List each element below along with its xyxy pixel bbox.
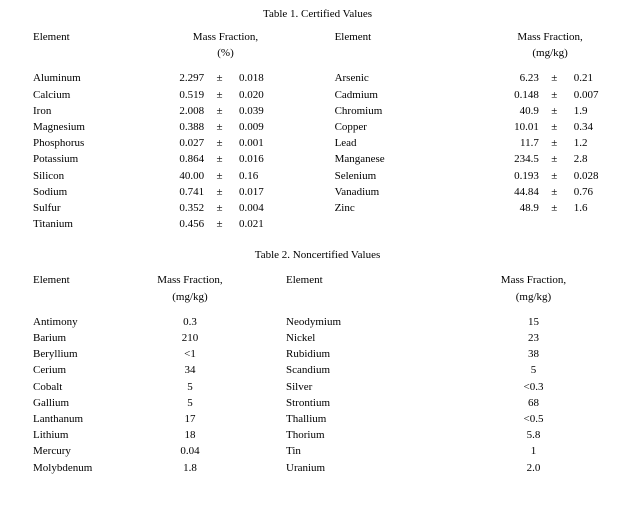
table2-header-value-right: Mass Fraction, [500,274,567,287]
element-name: Uranium [286,461,326,474]
table-row [0,135,635,151]
mass-fraction-value: 38 [528,348,539,361]
element-name: Sodium [33,185,68,198]
element-name: Titanium [33,218,73,231]
mass-fraction-value: 0.388 [179,121,205,134]
mass-fraction-value: <0.3 [523,380,544,393]
element-name: Aluminum [33,72,81,85]
table-row [0,411,635,427]
mass-fraction-value: 5 [187,396,193,409]
element-name: Thallium [286,413,327,426]
table-row [0,330,635,346]
table2-header-element-left: Element [33,274,70,287]
uncertainty-value: 0.004 [239,202,264,215]
mass-fraction-value: 10.01 [514,121,539,134]
uncertainty-value: 1.9 [573,104,588,117]
uncertainty-value: 1.2 [573,137,588,150]
mass-fraction-value: 234.5 [514,153,539,166]
plus-minus-symbol: ± [216,121,223,134]
table1-header-element-left: Element [33,31,70,43]
table-row [0,216,635,232]
mass-fraction-value: 0.456 [179,218,205,231]
element-name: Silicon [33,169,65,182]
plus-minus-symbol: ± [216,72,223,85]
mass-fraction-value: 5.8 [526,429,541,442]
table-row [0,184,635,200]
plus-minus-symbol: ± [551,169,558,182]
mass-fraction-value: 11.7 [519,137,539,150]
plus-minus-symbol: ± [551,202,558,215]
table-row [0,314,635,330]
element-name: Sulfur [33,202,61,215]
element-name: Lithium [33,429,69,442]
plus-minus-symbol: ± [551,72,558,85]
element-name: Copper [334,121,367,134]
plus-minus-symbol: ± [551,185,558,198]
mass-fraction-value: <0.5 [523,413,544,426]
element-name: Manganese [334,153,385,166]
table2-header-units-row [0,289,635,305]
table2-header-units-right: (mg/kg) [515,290,552,303]
plus-minus-symbol: ± [551,121,558,134]
plus-minus-symbol [539,216,570,232]
element-name: Lanthanum [33,413,84,426]
element-name: Potassium [33,153,79,166]
mass-fraction-value: 1.8 [183,461,197,474]
mass-fraction-value: 2.0 [526,461,541,474]
plus-minus-symbol: ± [551,88,558,101]
table2-header-value-left: Mass Fraction, [157,274,223,287]
table-row [0,379,635,395]
element-name: Cerium [33,364,66,377]
certified-values-table [0,20,635,232]
mass-fraction-value: 23 [528,332,539,345]
mass-fraction-value: 40.9 [519,104,539,117]
plus-minus-symbol: ± [216,185,223,198]
mass-fraction-value: 48.9 [519,202,539,215]
element-name: Chromium [334,104,383,117]
table2-header-element-right: Element [286,274,323,287]
element-name: Arsenic [334,72,369,85]
mass-fraction-value: 17 [184,413,196,426]
uncertainty-value: 0.21 [573,72,593,85]
spacer-row [0,20,635,29]
uncertainty-value: 1.6 [573,202,588,215]
element-name: Nickel [286,332,316,345]
uncertainty-value: 2.8 [573,153,588,166]
table-row [0,460,635,476]
plus-minus-symbol: ± [216,202,223,215]
mass-fraction-value: 15 [528,315,539,328]
table1-header-units-row [0,45,635,61]
element-name: Selenium [334,169,377,182]
plus-minus-symbol: ± [216,137,223,150]
mass-fraction-value: 1 [530,445,537,458]
table-row [0,200,635,216]
uncertainty-value: 0.16 [239,169,259,182]
uncertainty-value [570,216,635,232]
uncertainty-value: 0.017 [239,185,264,198]
spacer-row [0,263,635,272]
mass-fraction-value: 0.3 [183,315,197,328]
element-name: Cadmium [334,88,378,101]
mass-fraction-value [465,216,539,232]
mass-fraction-value: 40.00 [179,169,205,182]
element-name: Rubidium [286,348,331,361]
element-name: Beryllium [33,348,78,361]
table-row [0,119,635,135]
document-page [0,8,635,528]
mass-fraction-value: 0.352 [179,202,205,215]
uncertainty-value: 0.018 [239,72,264,85]
element-name: Phosphorus [33,137,85,150]
uncertainty-value: 0.34 [573,121,593,134]
element-name: Zinc [334,202,355,215]
noncertified-values-table [0,263,635,475]
mass-fraction-value: 0.148 [514,88,539,101]
table2-header-units-left: (mg/kg) [172,290,208,303]
plus-minus-symbol: ± [216,169,223,182]
table-row [0,168,635,184]
mass-fraction-value: 6.23 [519,72,539,85]
plus-minus-symbol: ± [551,153,558,166]
mass-fraction-value: 0.519 [179,88,205,101]
mass-fraction-value: <1 [184,348,196,361]
table2-header-row [0,272,635,288]
element-name: Neodymium [286,315,341,328]
uncertainty-value: 0.016 [239,153,264,166]
table2-title: Table 2. Noncertified Values [254,249,381,262]
spacer-row [0,305,635,314]
element-name: Mercury [33,445,71,458]
mass-fraction-value: 0.741 [179,185,205,198]
table-row [0,443,635,459]
table-row [0,151,635,167]
table1-header-units-left: (%) [217,47,234,60]
uncertainty-value: 0.001 [239,137,264,150]
element-name: Barium [33,332,66,345]
element-name: Vanadium [334,185,380,198]
element-name: Strontium [286,396,331,409]
uncertainty-value: 0.009 [239,121,264,134]
table-row [0,70,635,86]
mass-fraction-value: 5 [187,380,193,393]
table-row [0,395,635,411]
element-name [309,216,466,232]
mass-fraction-value: 44.84 [514,185,539,198]
table-row [0,427,635,443]
element-name: Molybdenum [33,461,93,474]
uncertainty-value: 0.76 [573,185,593,198]
mass-fraction-value: 0.193 [514,169,539,182]
element-name: Iron [33,104,52,117]
table-row [0,362,635,378]
plus-minus-symbol: ± [551,137,558,150]
uncertainty-value: 0.021 [239,218,264,231]
mass-fraction-value: 34 [184,364,196,377]
plus-minus-symbol: ± [216,104,223,117]
element-name: Magnesium [33,121,85,134]
mass-fraction-value: 5 [530,364,537,377]
element-name: Calcium [33,88,71,101]
spacer-row [0,61,635,70]
element-name: Cobalt [33,380,63,393]
element-name: Antimony [33,315,78,328]
table-row [0,346,635,362]
plus-minus-symbol: ± [551,104,558,117]
table1-header-units-right: (mg/kg) [532,47,568,60]
mass-fraction-value: 210 [181,332,199,345]
uncertainty-value: 0.020 [239,88,264,101]
element-name: Thorium [286,429,325,442]
mass-fraction-value: 18 [184,429,196,442]
table1-header-row [0,29,635,45]
plus-minus-symbol: ± [216,88,223,101]
plus-minus-symbol: ± [216,218,223,231]
element-name: Scandium [286,364,330,377]
element-name: Gallium [33,396,70,409]
plus-minus-symbol: ± [216,153,223,166]
table1-header-value-left: Mass Fraction, [192,31,259,43]
mass-fraction-value: 0.027 [179,137,205,150]
element-name: Tin [286,445,301,458]
mass-fraction-value: 0.864 [179,153,205,166]
table1-header-value-right: Mass Fraction, [517,31,583,43]
element-name: Lead [334,137,357,150]
element-name: Silver [286,380,313,393]
mass-fraction-value: 2.008 [179,104,205,117]
uncertainty-value: 0.028 [573,169,599,182]
mass-fraction-value: 0.04 [180,445,200,458]
mass-fraction-value: 2.297 [179,72,205,85]
table-row [0,103,635,119]
table1-title: Table 1. Certified Values [263,8,372,20]
mass-fraction-value: 68 [528,396,539,409]
table-row [0,87,635,103]
uncertainty-value: 0.039 [239,104,264,117]
table1-header-element-right: Element [334,31,372,43]
uncertainty-value: 0.007 [573,88,599,101]
